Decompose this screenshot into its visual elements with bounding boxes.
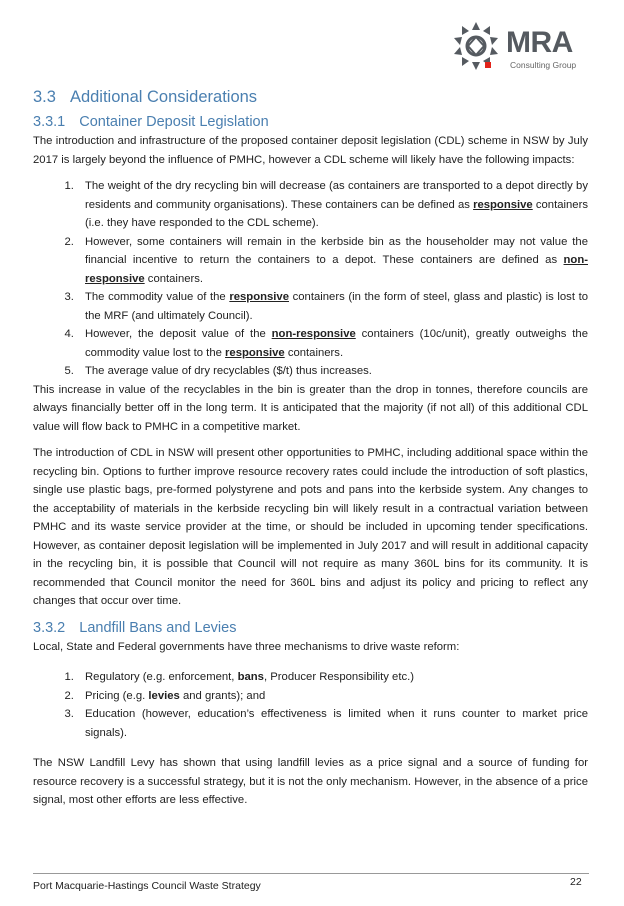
list-item: 3. The commodity value of the responsive containers (in the form of steel, glass and plastic) is lost to the MRF (and ultimately Council). xyxy=(77,288,588,325)
company-logo xyxy=(450,18,600,74)
mechanisms-list xyxy=(33,668,588,742)
list-item: 1. The weight of the dry recycling bin will decrease (as containers are transported to a depot directly by residents and community organisations). These containers can be defined as responsive containers (i.e. they have responded to the CDL scheme). xyxy=(77,177,588,233)
section-number: 3.3 xyxy=(33,88,56,106)
landfill-intro-paragraph: Local, State and Federal governments have three mechanisms to drive waste reform: xyxy=(33,640,460,653)
list-item: 5. The average value of dry recyclables ($/t) thus increases. xyxy=(77,362,588,381)
list-item: 3. Education (however, education’s effectiveness is limited when it runs counter to market price signals). xyxy=(77,705,588,742)
subsection-number: 3.3.2 xyxy=(33,619,66,636)
subsection-title: Container Deposit Legislation xyxy=(79,114,269,130)
cdl-value-paragraph: This increase in value of the recyclables in the bin is greater than the drop in tonnes, therefore councils are always financially better off in the long term. It is anticipated that the majority (if not all) of this additional CDL value will flow back to PMHC in a competitive market. xyxy=(33,383,588,433)
footer-title: Port Macquarie-Hastings Council Waste Strategy xyxy=(33,880,261,892)
cdl-intro-paragraph: The introduction and infrastructure of the proposed container deposit legislation (CDL) scheme in NSW by July 2017 is largely beyond the influence of PMHC, however a CDL scheme will likely have the following impacts: xyxy=(33,135,588,166)
cdl-impacts-list xyxy=(33,177,588,381)
list-item: 4. However, the deposit value of the non-responsive containers (10c/unit), greatly outweighs the commodity value lost to the responsive containers. xyxy=(77,325,588,362)
subsection-heading-landfill xyxy=(33,619,588,638)
page-number: 22 xyxy=(570,876,582,888)
document-body xyxy=(33,83,588,818)
list-item: 1. Regulatory (e.g. enforcement, bans, Producer Responsibility etc.) xyxy=(77,668,588,687)
logo-text: MRA xyxy=(506,26,573,59)
cdl-opportunities-paragraph: The introduction of CDL in NSW will present other opportunities to PMHC, including additional space within the recycling bin. Options to further improve resource recovery rates could include the introduction of soft plastics, single use plastic bags, pre-formed polystyrene and pots and pans into the kerbside system. Any changes to the acceptability of materials in the kerbside recycling bin will likely result in a contractual variation between PMHC and its waste service provider at the time, or should be included in upcoming tender specifications. However, as container deposit legislation will be implemented in July 2017 and will result in additional capacity in the recycling bin, it is possible that Council will not require as many 360L bins for its community. It is recommended that Council monitor the need for 360L bins and adjust its policy and pricing to reflect any changes that occur over time. xyxy=(33,447,588,607)
subsection-number: 3.3.1 xyxy=(33,114,66,130)
section-title: Additional Considerations xyxy=(69,88,258,106)
footer-divider xyxy=(33,873,589,874)
landfill-levy-paragraph: The NSW Landfill Levy has shown that using landfill levies as a price signal and a source of funding for resource recovery is a successful strategy, but it is not the only mechanism. However, in the absence of a price signal, most other efforts are less effective. xyxy=(33,757,588,806)
subsection-title: Landfill Bans and Levies xyxy=(79,619,237,636)
logo-subtitle: Consulting Group xyxy=(510,60,577,70)
subsection-heading-cdl xyxy=(33,113,588,132)
section-heading xyxy=(33,87,588,107)
mra-logo-mark-icon xyxy=(450,20,502,72)
list-item: 2. However, some containers will remain in the kerbside bin as the householder may not value the financial incentive to return the containers to a depot. These containers are defined as non-responsive containers. xyxy=(77,233,588,289)
list-item: 2. Pricing (e.g. levies and grants); and xyxy=(77,687,588,706)
